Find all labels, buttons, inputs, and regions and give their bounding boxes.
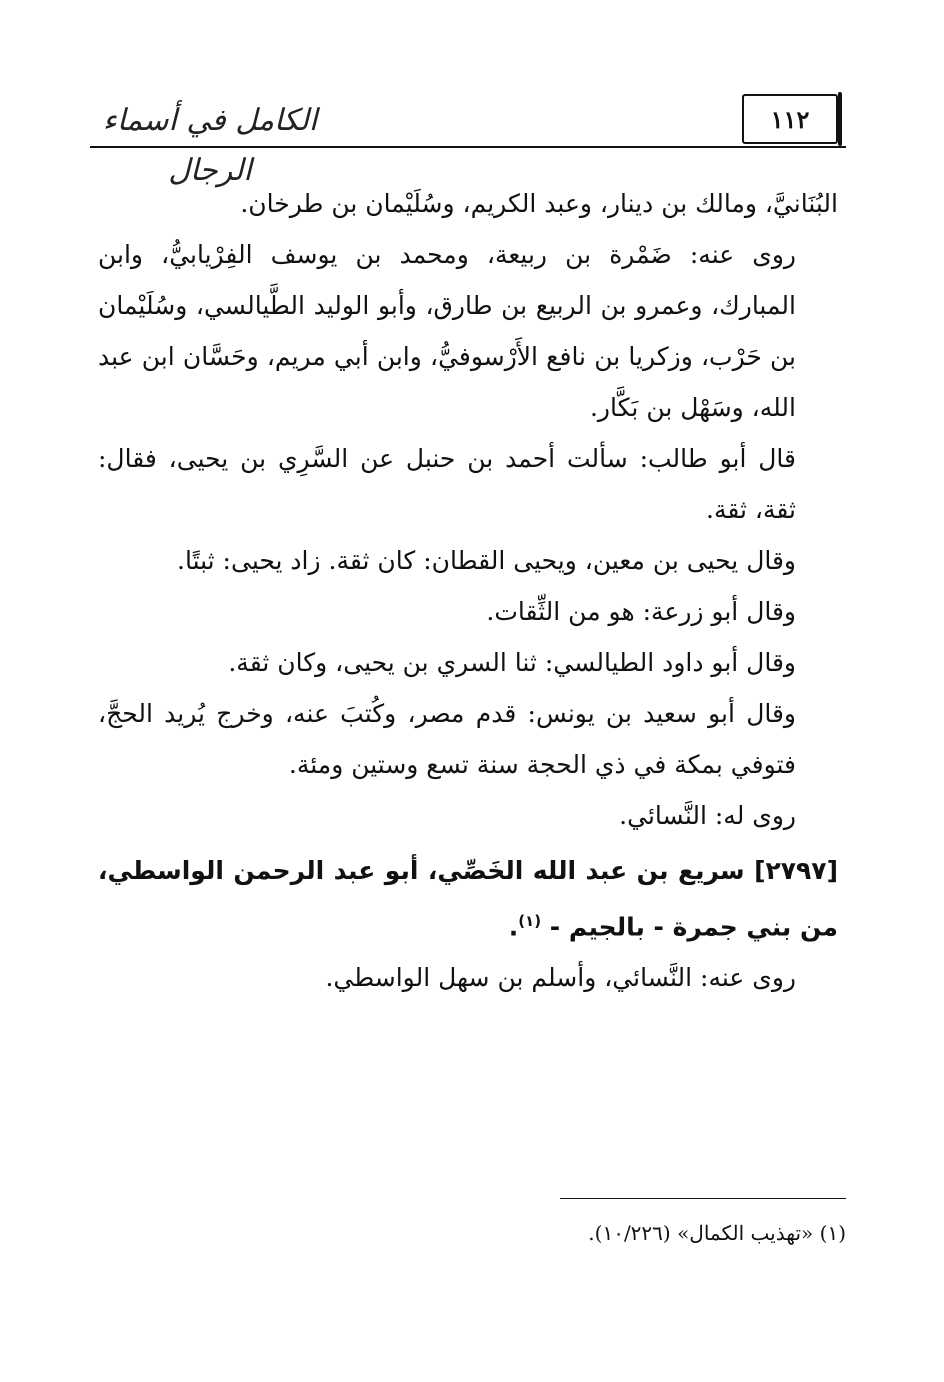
entry-title: سريع بن عبد الله الخَصِّي، أبو عبد الرحمن الواسطي، من بني جمرة - بالجيم - — [98, 856, 838, 942]
entry-end: . — [508, 912, 519, 942]
entry-number: [٢٧٩٧] — [754, 856, 838, 885]
paragraph-ibn-yunus: وقال أبو سعيد بن يونس: قدم مصر، وكُتبَ عنه، وخرج يُريد الحجَّ، فتوفي بمكة في ذي الحجة سنة تسع وستين ومئة. — [98, 699, 796, 779]
paragraph-abu-dawud: وقال أبو داود الطيالسي: ثنا السري بن يحيى، وكان ثقة. — [228, 648, 796, 677]
paragraph-narrators: روى عنه: ضَمْرة بن ربيعة، ومحمد بن يوسف الفِرْيابيُّ، وابن المبارك، وعمرو بن الربيع بن طارق، وأبو الوليد الطَّيالسي، وسُلَيْمان بن حَرْب، وزكريا بن نافع الأَرْسوفيُّ، وابن أبي مريم، وحَسَّان ابن عبد الله، وسَهْل بن بَكَّار. — [98, 240, 796, 422]
footnote-ref[interactable]: (١) — [518, 912, 542, 930]
paragraph-nasai: روى له: النَّسائي. — [619, 801, 796, 830]
footnote: (١) «تهذيب الكمال» (١٠/٢٢٦). — [588, 1221, 846, 1245]
paragraph-abu-zura: وقال أبو زرعة: هو من الثِّقات. — [486, 597, 796, 626]
footnote-rule — [560, 1198, 846, 1199]
running-title: الكامل في أسماء الرجال — [102, 103, 318, 188]
paragraph-abu-talib: قال أبو طالب: سألت أحمد بن حنبل عن السَّرِي بن يحيى، فقال: ثقة، ثقة. — [98, 444, 796, 524]
main-text — [98, 178, 838, 1003]
entry-heading — [98, 845, 838, 952]
paragraph-ibn-main: وقال يحيى بن معين، ويحيى القطان: كان ثقة. زاد يحيى: ثبتًا. — [177, 546, 796, 575]
page-number-box — [742, 94, 838, 144]
paragraph-entry-narrators: روى عنه: النَّسائي، وأسلم بن سهل الواسطي. — [325, 963, 796, 993]
page-number: ١١٢ — [770, 104, 810, 134]
page-header — [90, 92, 846, 188]
header-rule — [90, 146, 846, 148]
paragraph-teachers-end: البُنَانيَّ، ومالك بن دينار، وعبد الكريم، وسُلَيْمان بن طرخان. — [240, 189, 838, 218]
